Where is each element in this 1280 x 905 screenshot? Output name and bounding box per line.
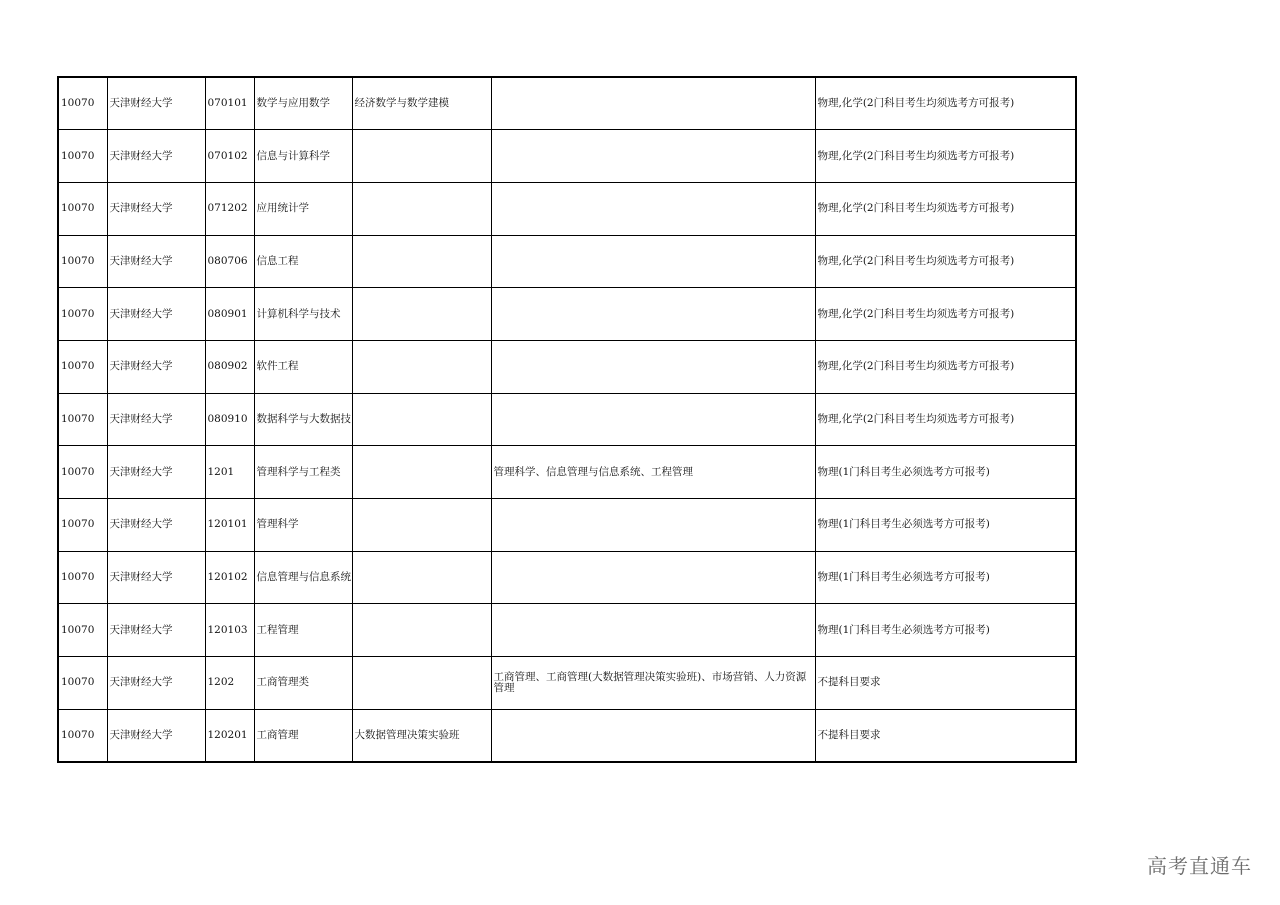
table-row: [58, 446, 1076, 499]
major-name-cell: 数据科学与大数据技: [254, 393, 352, 446]
included-majors-cell: [491, 235, 815, 288]
included-majors-cell: [491, 551, 815, 604]
major-code-cell: 080901: [205, 288, 254, 341]
major-code-cell: 120201: [205, 709, 254, 762]
major-name-cell: 数学与应用数学: [254, 77, 352, 130]
school-name-cell: 天津财经大学: [107, 77, 205, 130]
table-row: [58, 182, 1076, 235]
school-code-cell: 10070: [58, 340, 107, 393]
major-code-cell: 120102: [205, 551, 254, 604]
table-row: [58, 551, 1076, 604]
major-direction-cell: [352, 393, 491, 446]
school-name-cell: 天津财经大学: [107, 446, 205, 499]
admission-subject-table: [57, 76, 1077, 763]
major-direction-cell: [352, 657, 491, 710]
school-name-cell: 天津财经大学: [107, 182, 205, 235]
major-code-cell: 070102: [205, 130, 254, 183]
subject-requirement-cell: 不提科目要求: [815, 657, 1076, 710]
major-code-cell: 080902: [205, 340, 254, 393]
major-code-cell: 080910: [205, 393, 254, 446]
major-name-cell: 工商管理: [254, 709, 352, 762]
major-direction-cell: [352, 604, 491, 657]
table-row: [58, 340, 1076, 393]
table-row: [58, 709, 1076, 762]
school-name-cell: 天津财经大学: [107, 340, 205, 393]
school-code-cell: 10070: [58, 130, 107, 183]
major-name-cell: 管理科学与工程类: [254, 446, 352, 499]
subject-requirement-cell: 物理(1门科目考生必须选考方可报考): [815, 551, 1076, 604]
table-row: [58, 130, 1076, 183]
major-name-cell: 信息管理与信息系统: [254, 551, 352, 604]
included-majors-cell: [491, 604, 815, 657]
school-code-cell: 10070: [58, 709, 107, 762]
major-direction-cell: 大数据管理决策实验班: [352, 709, 491, 762]
major-direction-cell: [352, 446, 491, 499]
school-code-cell: 10070: [58, 288, 107, 341]
table-row: [58, 604, 1076, 657]
major-code-cell: 080706: [205, 235, 254, 288]
included-majors-cell: [491, 182, 815, 235]
included-majors-cell: [491, 393, 815, 446]
school-name-cell: 天津财经大学: [107, 709, 205, 762]
major-code-cell: 120101: [205, 499, 254, 552]
school-name-cell: 天津财经大学: [107, 657, 205, 710]
school-name-cell: 天津财经大学: [107, 288, 205, 341]
included-majors-cell: [491, 709, 815, 762]
school-name-cell: 天津财经大学: [107, 130, 205, 183]
watermark-logo: 高考直通车: [1147, 854, 1252, 878]
included-majors-cell: [491, 288, 815, 341]
school-name-cell: 天津财经大学: [107, 499, 205, 552]
school-code-cell: 10070: [58, 182, 107, 235]
major-code-cell: 1202: [205, 657, 254, 710]
major-direction-cell: 经济数学与数学建模: [352, 77, 491, 130]
included-majors-cell: 工商管理、工商管理(大数据管理决策实验班)、市场营销、人力资源管理: [491, 657, 815, 710]
major-direction-cell: [352, 551, 491, 604]
school-name-cell: 天津财经大学: [107, 235, 205, 288]
subject-requirement-cell: 物理,化学(2门科目考生均须选考方可报考): [815, 340, 1076, 393]
major-code-cell: 070101: [205, 77, 254, 130]
school-name-cell: 天津财经大学: [107, 393, 205, 446]
major-direction-cell: [352, 235, 491, 288]
included-majors-cell: [491, 77, 815, 130]
table-row: [58, 288, 1076, 341]
included-majors-cell: 管理科学、信息管理与信息系统、工程管理: [491, 446, 815, 499]
subject-requirement-cell: 物理,化学(2门科目考生均须选考方可报考): [815, 182, 1076, 235]
subject-requirement-cell: 不提科目要求: [815, 709, 1076, 762]
table-row: [58, 657, 1076, 710]
table-row: [58, 393, 1076, 446]
subject-requirement-cell: 物理,化学(2门科目考生均须选考方可报考): [815, 235, 1076, 288]
major-name-cell: 应用统计学: [254, 182, 352, 235]
school-code-cell: 10070: [58, 77, 107, 130]
major-direction-cell: [352, 130, 491, 183]
major-direction-cell: [352, 288, 491, 341]
table-body: [58, 77, 1076, 762]
subject-requirement-cell: 物理,化学(2门科目考生均须选考方可报考): [815, 393, 1076, 446]
major-name-cell: 工程管理: [254, 604, 352, 657]
school-name-cell: 天津财经大学: [107, 604, 205, 657]
school-name-cell: 天津财经大学: [107, 551, 205, 604]
major-name-cell: 工商管理类: [254, 657, 352, 710]
major-direction-cell: [352, 499, 491, 552]
school-code-cell: 10070: [58, 393, 107, 446]
major-direction-cell: [352, 182, 491, 235]
school-code-cell: 10070: [58, 551, 107, 604]
subject-requirement-cell: 物理(1门科目考生必须选考方可报考): [815, 499, 1076, 552]
school-code-cell: 10070: [58, 235, 107, 288]
major-name-cell: 计算机科学与技术: [254, 288, 352, 341]
major-code-cell: 1201: [205, 446, 254, 499]
major-name-cell: 软件工程: [254, 340, 352, 393]
school-code-cell: 10070: [58, 604, 107, 657]
subject-requirement-cell: 物理,化学(2门科目考生均须选考方可报考): [815, 288, 1076, 341]
subject-requirement-cell: 物理,化学(2门科目考生均须选考方可报考): [815, 130, 1076, 183]
subject-requirement-cell: 物理,化学(2门科目考生均须选考方可报考): [815, 77, 1076, 130]
major-name-cell: 信息工程: [254, 235, 352, 288]
subject-requirement-cell: 物理(1门科目考生必须选考方可报考): [815, 604, 1076, 657]
major-code-cell: 120103: [205, 604, 254, 657]
school-code-cell: 10070: [58, 499, 107, 552]
table-row: [58, 235, 1076, 288]
major-name-cell: 信息与计算科学: [254, 130, 352, 183]
table-row: [58, 77, 1076, 130]
school-code-cell: 10070: [58, 657, 107, 710]
major-name-cell: 管理科学: [254, 499, 352, 552]
subject-requirement-cell: 物理(1门科目考生必须选考方可报考): [815, 446, 1076, 499]
table-row: [58, 499, 1076, 552]
major-code-cell: 071202: [205, 182, 254, 235]
major-direction-cell: [352, 340, 491, 393]
included-majors-cell: [491, 499, 815, 552]
included-majors-cell: [491, 340, 815, 393]
included-majors-cell: [491, 130, 815, 183]
school-code-cell: 10070: [58, 446, 107, 499]
